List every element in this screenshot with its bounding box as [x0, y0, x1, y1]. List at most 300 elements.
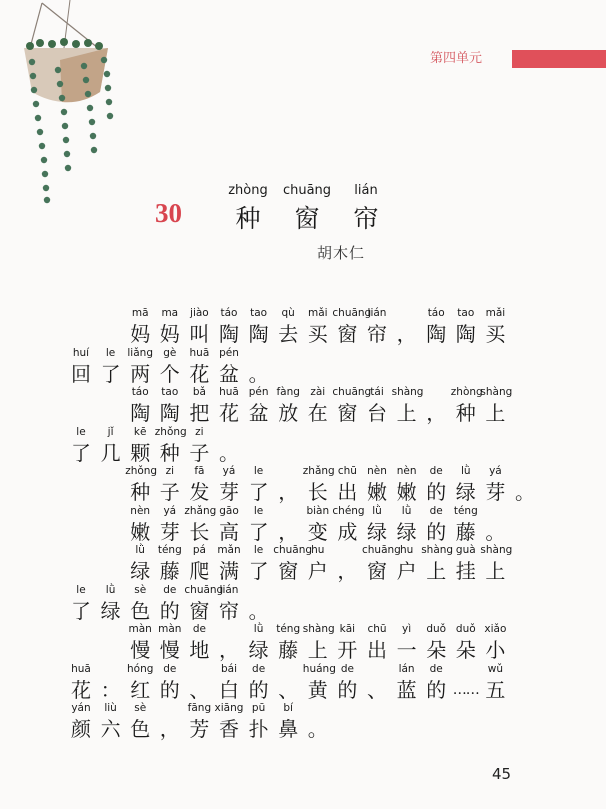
pinyin: zi: [195, 425, 204, 438]
hanzi: 满: [219, 559, 239, 583]
page-number: 45: [492, 765, 512, 783]
ruby-char: [244, 385, 274, 427]
pinyin: nèn: [367, 465, 387, 477]
ruby-char: [184, 504, 217, 546]
ruby-char: [273, 622, 303, 664]
pinyin: chuāng: [332, 307, 372, 319]
hanzi: 了: [248, 480, 269, 504]
pinyin: de: [429, 662, 443, 675]
hanzi: 种: [159, 440, 180, 465]
pinyin: chéng: [332, 504, 365, 517]
ruby-char: [421, 543, 454, 585]
pinyin: [184, 662, 214, 676]
pinyin: téng: [276, 623, 301, 635]
ruby-char: [125, 385, 155, 427]
ruby-char: [451, 306, 481, 348]
hanzi: 嫩: [130, 519, 151, 544]
pinyin: táo: [220, 307, 238, 319]
ruby-char: [214, 543, 244, 585]
pinyin: bǎ: [192, 386, 206, 398]
ruby-char: [421, 622, 451, 664]
pinyin: màn: [128, 623, 152, 635]
hanzi: 上: [426, 559, 447, 583]
unit-color-bar: [512, 50, 606, 68]
pinyin: lián: [367, 307, 387, 319]
ruby-char: [392, 464, 422, 506]
pinyin: chū: [367, 623, 387, 635]
ruby-char: [214, 425, 244, 467]
pinyin: fàng: [276, 386, 300, 398]
ruby-char: [184, 701, 214, 743]
hanzi: 了: [248, 559, 269, 583]
hanzi: 陶: [159, 401, 180, 425]
hanzi: 绿: [367, 519, 387, 544]
ruby-char: [273, 701, 303, 743]
pinyin: [362, 662, 392, 676]
hanzi: 六: [100, 717, 121, 741]
hanzi: 的: [426, 519, 447, 544]
pinyin: lǜ: [253, 623, 264, 635]
hanzi: 嫩: [396, 480, 417, 504]
pinyin: fāng: [187, 702, 212, 714]
lesson-title: [222, 199, 392, 235]
pinyin: nèn: [130, 504, 151, 517]
lesson-number: 30: [155, 198, 182, 228]
hanzi: 色: [130, 717, 151, 741]
pinyin: yì: [402, 623, 412, 635]
ruby-char: [125, 346, 155, 388]
pinyin: yá: [222, 465, 236, 477]
ruby-char: [392, 543, 422, 585]
hanzi: 了: [100, 361, 121, 386]
hanzi: 芳: [189, 717, 210, 741]
hanzi: 子: [189, 440, 210, 465]
ruby-char: [332, 504, 365, 546]
ruby-char: [362, 385, 392, 427]
pinyin: zhǒng: [154, 425, 187, 438]
ruby-char: [244, 504, 274, 546]
hanzi: ：: [100, 677, 121, 702]
hanzi: 藤: [278, 638, 299, 662]
ruby-char: [96, 662, 126, 704]
ruby-char: [480, 622, 510, 664]
ruby-char: [451, 504, 481, 546]
hanzi: 的: [159, 677, 180, 702]
pinyin: le: [76, 425, 86, 438]
pinyin: gè: [163, 346, 177, 359]
pinyin: bái: [220, 662, 238, 675]
ruby-char: [125, 701, 155, 743]
hanzi: 的: [337, 677, 358, 702]
ruby-char: [273, 504, 303, 546]
ruby-char: [214, 583, 244, 625]
hanzi: 的: [159, 598, 180, 623]
hanzi: 变: [307, 519, 328, 544]
ruby-char: [184, 543, 214, 585]
pinyin: pū: [251, 702, 266, 714]
pinyin: pá: [192, 544, 206, 556]
hanzi: ，: [426, 401, 447, 425]
pinyin: sè: [134, 583, 147, 596]
hanzi: 了: [71, 440, 91, 465]
pinyin: hóng: [126, 662, 154, 675]
ruby-char: [184, 622, 214, 664]
ruby-char: [184, 346, 214, 388]
hanzi: 买: [307, 322, 328, 346]
ruby-char: [480, 504, 510, 546]
pinyin: bí: [283, 702, 293, 714]
hanzi: ，: [396, 322, 417, 346]
ruby-char: [125, 425, 155, 467]
ruby-char: [184, 385, 214, 427]
hanzi: 窗: [278, 559, 299, 583]
pinyin: qù: [281, 307, 295, 319]
pinyin: tao: [250, 307, 268, 319]
ruby-char: [214, 662, 244, 704]
hanzi: 慢: [159, 638, 180, 662]
pinyin: zài: [310, 386, 326, 398]
hanzi: 盆: [248, 401, 269, 425]
ruby-char: [155, 346, 185, 388]
ruby-char: [184, 425, 214, 467]
pinyin: [421, 385, 451, 399]
ruby-char: [125, 622, 155, 664]
ruby-char: [155, 425, 185, 467]
pinyin: sè: [134, 702, 147, 714]
pinyin: zhǎng: [184, 504, 217, 517]
pinyin: lǜ: [461, 465, 471, 477]
pinyin: hu: [399, 544, 414, 556]
ruby-char: [155, 583, 185, 625]
pinyin: shàng: [421, 544, 454, 556]
pinyin: táo: [131, 386, 149, 398]
pinyin: chuāng: [273, 544, 313, 556]
ruby-char: [480, 543, 513, 585]
pinyin: [214, 622, 244, 636]
title-char: 种: [235, 204, 261, 233]
pinyin: [273, 504, 303, 518]
hanzi: 芽: [159, 519, 180, 544]
ruby-char: [510, 464, 540, 506]
hanzi: 子: [159, 480, 180, 504]
ruby-char: [303, 385, 333, 427]
ruby-char: [244, 662, 274, 704]
ruby-char: [96, 701, 126, 743]
ruby-char: [155, 543, 185, 585]
pinyin: duǒ: [426, 623, 447, 635]
ruby-char: [421, 662, 451, 704]
hanzi: 颜: [71, 717, 91, 741]
ruby-char: [125, 504, 155, 546]
pinyin: biàn: [306, 504, 330, 517]
ruby-char: [214, 701, 244, 743]
pinyin: shàng: [480, 544, 513, 556]
pinyin: tái: [370, 386, 384, 398]
pinyin: de: [192, 623, 206, 635]
ruby-char: [392, 622, 422, 664]
ruby-char: [96, 346, 126, 388]
pinyin: le: [105, 346, 116, 359]
pinyin: yá: [489, 465, 502, 477]
ruby-char: [362, 464, 392, 506]
pinyin: chuāng: [362, 544, 401, 556]
ruby-char: [273, 306, 303, 348]
hanzi: ，: [337, 559, 358, 583]
pinyin: [392, 306, 422, 320]
pinyin: de: [340, 662, 354, 675]
ruby-char: [421, 385, 451, 427]
ruby-char: [244, 622, 274, 664]
pinyin: chū: [337, 465, 357, 477]
hanzi: 台: [367, 401, 387, 425]
text-line: [66, 701, 516, 747]
ruby-char: [155, 622, 185, 664]
hanzi: 绿: [455, 480, 476, 504]
hanzi: 上: [307, 638, 328, 662]
pinyin: huáng: [302, 662, 336, 675]
hanzi: 嫩: [367, 480, 387, 504]
pinyin: mǎi: [485, 307, 506, 319]
ruby-char: [332, 622, 362, 664]
ruby-char: [480, 662, 510, 704]
hanzi: 一: [396, 638, 417, 662]
hanzi: 发: [189, 480, 210, 504]
pinyin: fā: [194, 465, 205, 477]
hanzi: 绿: [248, 638, 269, 662]
ruby-char: [273, 662, 303, 704]
pinyin: [273, 662, 303, 676]
hanzi: 。: [219, 440, 239, 465]
ruby-char: [362, 543, 401, 585]
hanzi: 陶: [455, 322, 476, 346]
hanzi: 香: [219, 717, 239, 741]
ruby-char: [303, 543, 333, 585]
hanzi: 出: [337, 480, 358, 504]
hanzi: 窗: [337, 322, 358, 346]
hanzi: 帘: [367, 322, 387, 346]
ruby-char: [421, 504, 451, 546]
pinyin: [480, 504, 510, 518]
ruby-char: [451, 662, 481, 704]
ruby-char: [96, 583, 126, 625]
pinyin: de: [163, 662, 177, 675]
pinyin: lǜ: [372, 504, 382, 517]
hanzi: 种: [130, 480, 151, 504]
pinyin: [244, 583, 274, 597]
hanzi: 上: [485, 559, 506, 583]
pinyin: [273, 464, 303, 478]
hanzi: 叫: [189, 322, 210, 346]
hanzi: 陶: [219, 322, 239, 346]
ruby-char: [66, 583, 96, 625]
pinyin: liù: [104, 702, 117, 714]
ruby-char: [214, 464, 244, 506]
hanzi: 长: [189, 519, 210, 544]
ruby-char: [155, 662, 185, 704]
pinyin: yá: [163, 504, 177, 517]
pinyin: mǎi: [308, 307, 328, 319]
ruby-char: [66, 701, 96, 743]
ruby-char: [332, 662, 362, 704]
pinyin: xiǎo: [484, 623, 507, 635]
ruby-char: [96, 425, 126, 467]
ruby-char: [362, 306, 392, 348]
title-pinyin: [222, 183, 392, 198]
hanzi: 上: [396, 401, 417, 425]
ruby-char: [421, 306, 451, 348]
ruby-char: [184, 464, 214, 506]
pinyin: ma: [161, 307, 179, 319]
pinyin: shàng: [480, 386, 513, 398]
unit-label: 第四单元: [430, 51, 483, 66]
hanzi: 个: [159, 361, 180, 386]
ruby-char: [155, 306, 185, 348]
ruby-char: [480, 385, 513, 427]
hanzi: 了: [71, 598, 91, 623]
pinyin: [155, 701, 185, 715]
pinyin: lǜ: [105, 583, 116, 596]
hanzi: 五: [485, 677, 506, 702]
ruby-char: [244, 306, 274, 348]
title-char: 窗: [294, 204, 320, 233]
hanzi: 绿: [100, 598, 121, 623]
pinyin: le: [253, 504, 264, 517]
pinyin: huā: [189, 346, 210, 359]
pinyin: zhòng: [450, 386, 483, 398]
pinyin: mā: [131, 307, 149, 319]
ruby-char: [362, 504, 392, 546]
pinyin: chuāng: [332, 386, 372, 398]
pinyin: zhǎng: [302, 465, 335, 477]
hanzi: 挂: [455, 559, 476, 583]
ruby-char: [392, 306, 422, 348]
ruby-char: [303, 504, 333, 546]
hanzi: 户: [307, 559, 328, 583]
hanzi: 高: [219, 519, 239, 544]
hanzi: 鼻: [278, 717, 299, 741]
hanzi: 两: [130, 361, 151, 386]
hanzi: 窗: [189, 598, 210, 623]
hanzi: 芽: [485, 480, 506, 504]
hanzi: 帘: [219, 598, 239, 623]
pinyin: zi: [165, 465, 175, 477]
pinyin: lǜ: [401, 504, 412, 517]
ruby-char: [125, 583, 155, 625]
ruby-char: [303, 622, 333, 664]
hanzi: 几: [100, 440, 121, 465]
hanzi: 、: [189, 677, 210, 702]
hanzi: 回: [71, 361, 91, 386]
hanzi: 。: [248, 598, 269, 623]
hanzi: 妈: [130, 322, 151, 346]
pinyin: de: [429, 465, 443, 477]
pinyin: tao: [161, 386, 179, 398]
ruby-char: [214, 504, 244, 546]
hanzi: 慢: [130, 638, 151, 662]
pinyin: gāo: [219, 504, 239, 517]
pinyin: [244, 346, 274, 360]
hanzi: 藤: [159, 559, 180, 583]
pinyin: le: [253, 465, 264, 477]
hanzi: 黄: [307, 677, 328, 702]
hanzi: 成: [337, 519, 358, 544]
pinyin: huā: [71, 662, 91, 675]
ruby-char: [421, 464, 451, 506]
ruby-char: [125, 464, 158, 506]
pinyin: [96, 662, 126, 676]
ruby-char: [155, 464, 185, 506]
hanzi: 、: [367, 677, 387, 702]
ruby-char: [273, 543, 313, 585]
ruby-char: [184, 583, 224, 625]
pinyin: kāi: [339, 623, 356, 635]
ruby-char: [125, 662, 155, 704]
hanzi: 。: [307, 717, 328, 741]
pinyin: pén: [248, 386, 269, 398]
hanzi: 在: [307, 401, 328, 425]
ruby-char: [392, 504, 422, 546]
title-pinyin-char: chuāng: [282, 183, 332, 198]
pinyin: yán: [71, 702, 91, 714]
pinyin: de: [429, 504, 443, 517]
pinyin: de: [252, 662, 266, 675]
hanzi: ，: [278, 480, 299, 504]
pinyin: tao: [457, 307, 475, 319]
pinyin: de: [163, 583, 177, 596]
hanzi: ，: [278, 519, 299, 544]
pinyin: guà: [455, 544, 476, 556]
hanzi: 地: [189, 638, 210, 662]
hanzi: 绿: [396, 519, 417, 544]
ruby-char: [303, 306, 333, 348]
hanzi: 出: [367, 638, 387, 662]
pinyin: le: [76, 583, 86, 596]
pinyin: jiào: [190, 307, 209, 319]
hanzi: 。: [485, 519, 506, 544]
hanzi: 藤: [455, 519, 476, 544]
hanzi: 窗: [367, 559, 387, 583]
ruby-char: [303, 701, 333, 743]
ruby-char: [155, 701, 185, 743]
ruby-char: [332, 543, 362, 585]
hanzi: 白: [219, 677, 239, 702]
hanzi: 去: [278, 322, 299, 346]
hanzi: 陶: [248, 322, 269, 346]
ruby-char: [273, 464, 303, 506]
ruby-char: [480, 306, 510, 348]
hanzi: 朵: [455, 638, 476, 662]
title-pinyin-char: lián: [354, 183, 378, 198]
hanging-plant-illustration: [0, 0, 140, 215]
pinyin: pén: [219, 346, 239, 359]
pinyin: jǐ: [107, 425, 114, 438]
pinyin: liǎng: [127, 346, 153, 359]
ruby-char: [184, 662, 214, 704]
ruby-char: [214, 385, 244, 427]
pinyin: zhǒng: [125, 465, 158, 477]
pinyin: lán: [398, 662, 415, 675]
ruby-char: [451, 464, 481, 506]
pinyin: [451, 662, 481, 676]
ruby-char: [302, 662, 336, 704]
ruby-char: [155, 385, 185, 427]
hanzi: 窗: [337, 401, 358, 425]
hanzi: 开: [337, 638, 358, 662]
ruby-char: [66, 662, 96, 704]
ruby-char: [214, 622, 244, 664]
pinyin: shàng: [302, 623, 335, 635]
hanzi: 朵: [426, 638, 447, 662]
